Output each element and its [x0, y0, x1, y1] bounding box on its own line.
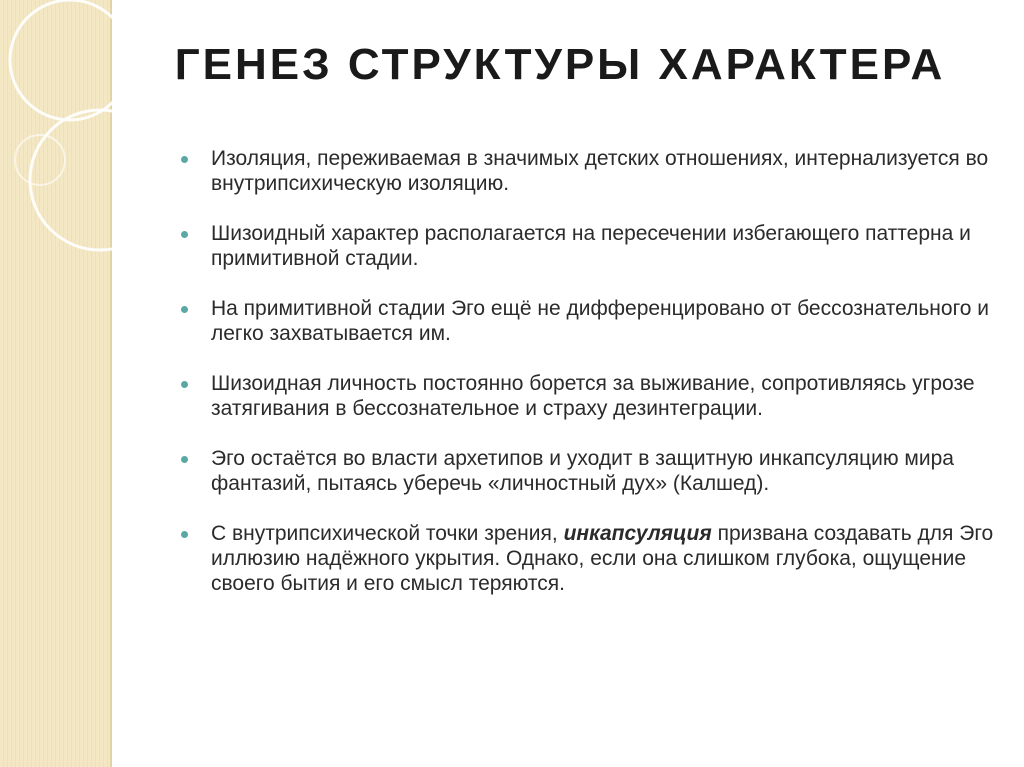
bullet-text: Изоляция, переживаемая в значимых детских отношениях, интернализуется во внутрипсихическую изоляцию. [211, 147, 989, 195]
slide-title: ГЕНЕЗ СТРУКТУРЫ ХАРАКТЕРА [174, 40, 946, 89]
bullet-dot-icon [181, 381, 188, 388]
bullet-item [180, 521, 1000, 596]
bullet-text-before: С внутрипсихической точки зрения, [211, 522, 564, 545]
bullet-item [180, 296, 1000, 346]
bullet-item [180, 146, 1000, 196]
decorative-circle-top [10, 0, 112, 120]
decorative-circles [0, 0, 112, 767]
bullet-dot-icon [181, 456, 188, 463]
bullet-item [180, 221, 1000, 271]
bullet-dot-icon [181, 306, 188, 313]
bullet-text: Шизоидная личность постоянно борется за выживание, сопротивляясь угрозе затягивания в бессознательное и страху дезинтеграции. [211, 372, 975, 420]
bullet-item [180, 446, 1000, 496]
bullet-emphasis-term: инкапсуляция [563, 522, 712, 545]
bullet-dot-icon [181, 531, 188, 538]
bullet-text: На примитивной стадии Эго ещё не дифференцировано от бессознательного и легко захватывается им. [211, 297, 990, 345]
bullet-dot-icon [181, 231, 188, 238]
bullet-list [180, 146, 1000, 621]
bullet-text-after: призвана создавать для Эго иллюзию надёжного укрытия. Однако, если она слишком глубока, ощущение своего бытия и его смысл теряются. [211, 522, 994, 595]
bullet-text: Шизоидный характер располагается на пересечении избегающего паттерна и примитивной стадии. [211, 222, 971, 270]
decorative-circle-middle [30, 110, 112, 250]
bullet-dot-icon [181, 156, 188, 163]
bullet-text: Эго остаётся во власти архетипов и уходит в защитную инкапсуляцию мира фантазий, пытаясь уберечь «личностный дух» (Калшед). [211, 447, 954, 495]
bullet-item [180, 371, 1000, 421]
decorative-side-panel [0, 0, 112, 767]
